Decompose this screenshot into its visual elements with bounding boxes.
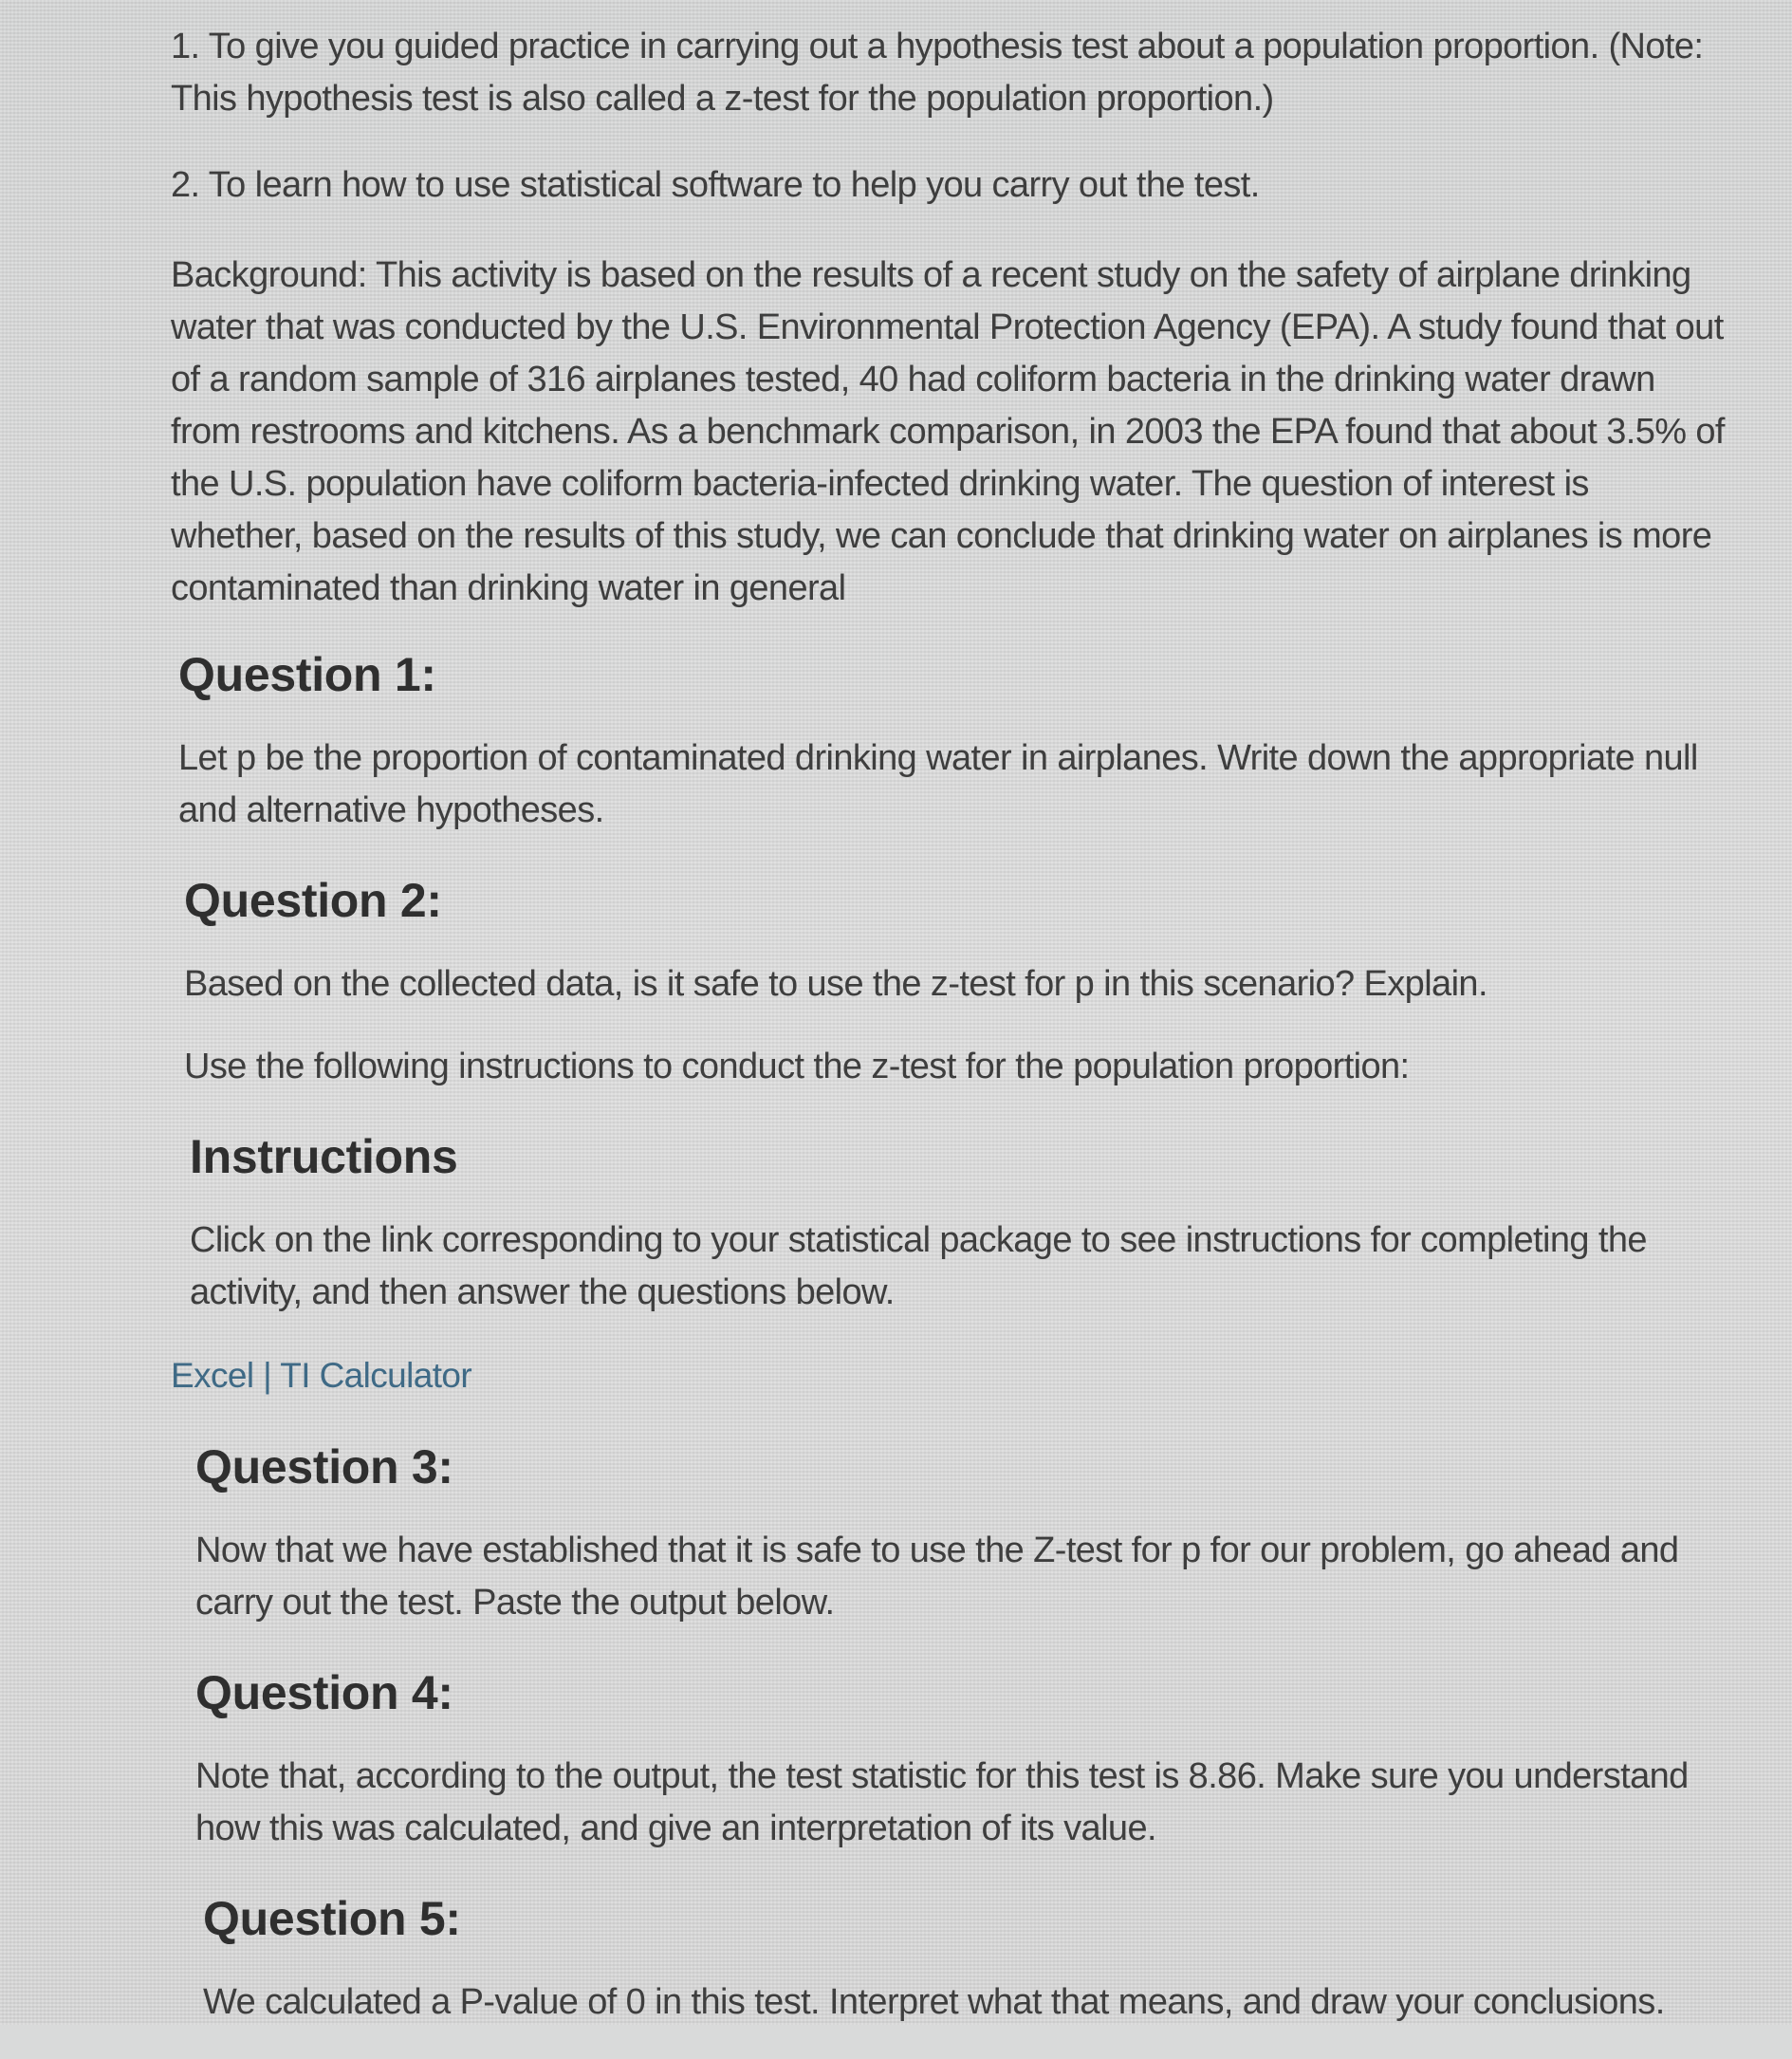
background-paragraph: Background: This activity is based on the results of a recent study on the safety of airplane drinking water that was conducted by the U.S. Environmental Protection Agency (EPA). A study found that out of a random sample of 316 airplanes tested, 40 had coliform bacteria in the drinking water drawn from restrooms and kitchens. As a benchmark comparison, in 2003 the EPA found that about 3.5% of the U.S. population have coliform bacteria-infected drinking water. The question of interest is whether, based on the results of this study, we can conclude that drinking water on airplanes is more contaminated than drinking water in general [171,255,1725,608]
question-4-title: Question 4: [195,1666,453,1719]
instructions-intro: Use the following instructions to conduct the z-test for the population proportion: [184,1047,1410,1086]
question-2-title: Question 2: [184,874,442,927]
learning-goal-1: 1. To give you guided practice in carrying out a hypothesis test about a population proportion. (Note: This hypothesis test is also called a z-test for the population proportion.) [171,27,1704,119]
question-1-body: Let p be the proportion of contaminated drinking water in airplanes. Write down the appropriate null and alternative hypotheses. [178,738,1698,830]
question-1-title: Question 1: [178,648,436,701]
excel-link[interactable]: Excel [171,1356,254,1395]
question-3-title: Question 3: [195,1440,453,1493]
question-3-body: Now that we have established that it is safe to use the Z-test for p for our problem, go ahead and carry out the test. Paste the output below. [195,1530,1679,1623]
learning-goal-2: 2. To learn how to use statistical software to help you carry out the test. [171,165,1260,205]
question-4-body: Note that, according to the output, the test statistic for this test is 8.86. Make sure you understand how this was calculated, and give an interpretation of its value. [195,1756,1689,1848]
instructions-title: Instructions [190,1130,458,1183]
question-5-title: Question 5: [203,1892,461,1945]
instructions-body: Click on the link corresponding to your statistical package to see instructions for completing the activity, and then answer the questions below. [190,1220,1647,1312]
activity-content [171,21,1727,2059]
software-links [171,1349,1727,1401]
question-2-body: Based on the collected data, is it safe to use the z-test for p in this scenario? Explain. [184,964,1487,1004]
question-5-body: We calculated a P-value of 0 in this test. Interpret what that means, and draw your conclusions. [203,1982,1665,2022]
ti-calculator-link[interactable]: TI Calculator [280,1356,472,1395]
link-separator: | [263,1356,281,1395]
